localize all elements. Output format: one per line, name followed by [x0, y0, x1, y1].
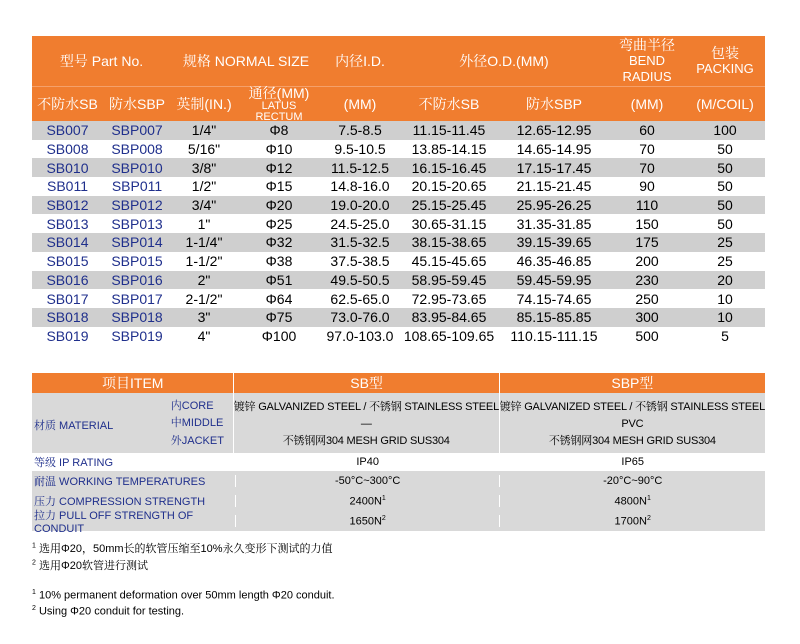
pull-sbp-value: 1700N: [614, 515, 647, 528]
cell-inch: 3/8": [191, 159, 217, 176]
cell-latus: Φ15: [265, 178, 293, 195]
header-bend-cn: 弯曲半径: [619, 37, 675, 53]
cell-bend: 70: [639, 141, 655, 158]
cell-bend: 70: [639, 159, 655, 176]
sb-middle: —: [360, 418, 372, 430]
header-inch: 英制(IN.): [176, 96, 232, 112]
table-row: [32, 271, 765, 290]
cell-od-sbp: 46.35-46.85: [516, 253, 592, 270]
cell-sb: SB007: [46, 122, 89, 139]
cell-od-sb: 38.15-38.65: [411, 234, 487, 251]
cell-sbp: SBP013: [111, 215, 163, 232]
cell-packing: 10: [717, 290, 733, 307]
compression-sb-value: 2400N: [349, 495, 382, 508]
cell-latus: Φ8: [269, 122, 289, 139]
pull-sbp: [499, 515, 765, 528]
cell-packing: 25: [717, 253, 733, 270]
note-cn-1: [32, 540, 333, 556]
material-sbp: [499, 393, 765, 453]
note-cn-2-text: 选用Φ20软管进行测试: [35, 560, 148, 572]
cell-bend: 250: [635, 290, 659, 307]
sb-core: 镀锌 GALVANIZED STEEL / 不锈钢 STAINLESS STEEL: [233, 401, 499, 413]
material-label-cell: [32, 393, 233, 453]
cell-od-sb: 13.85-14.15: [411, 141, 487, 158]
sbp-jacket: 不锈钢网304 MESH GRID SUS304: [548, 435, 716, 447]
header-sbp: 防水SBP: [108, 96, 165, 112]
cell-packing: 25: [717, 234, 733, 251]
cell-inch: 1-1/4": [185, 234, 223, 251]
header-sb-type: SB型: [233, 373, 498, 393]
spec-header-row-2: [32, 86, 765, 121]
cell-latus: Φ25: [265, 215, 293, 232]
cell-sbp: SBP015: [111, 253, 163, 270]
cell-od-sbp: 14.65-14.95: [516, 141, 592, 158]
header-item: 项目ITEM: [102, 375, 164, 391]
cell-id: 7.5-8.5: [338, 122, 382, 139]
cell-packing: 10: [717, 309, 733, 326]
cell-sbp: SBP011: [111, 178, 163, 195]
spec-header-row-1: [32, 36, 765, 86]
note-cn-2-mark: 2: [32, 559, 36, 567]
cell-latus: Φ32: [265, 234, 293, 251]
note-en-1-mark: 1: [32, 589, 36, 596]
spec-body: [32, 121, 765, 345]
cell-od-sbp: 59.45-59.95: [516, 271, 592, 288]
cell-bend: 150: [635, 215, 659, 232]
cell-od-sb: 83.95-84.65: [411, 309, 487, 326]
cell-sb: SB018: [46, 309, 89, 326]
cell-inch: 3/4": [191, 197, 217, 214]
cell-latus: Φ100: [261, 327, 297, 344]
temp-sb: -50°C~300°C: [235, 475, 500, 487]
header-sb: 不防水SB: [37, 96, 98, 112]
cell-bend: 90: [639, 178, 655, 195]
cell-sb: SB013: [46, 215, 89, 232]
cell-id: 9.5-10.5: [334, 141, 386, 158]
cell-id: 49.5-50.5: [330, 271, 390, 288]
pull-sbp-footnote: 2: [646, 514, 651, 522]
material-middle-label: 中MIDDLE: [170, 417, 224, 429]
material-core-label: 内CORE: [170, 400, 214, 412]
cell-sbp: SBP017: [111, 290, 163, 307]
sbp-core: 镀锌 GALVANIZED STEEL / 不锈钢 STAINLESS STEEL: [499, 401, 765, 413]
cell-id: 24.5-25.0: [330, 215, 390, 232]
cell-bend: 500: [635, 327, 659, 344]
table-row: [32, 252, 765, 271]
cell-sb: SB019: [46, 327, 89, 344]
pull-label: 拉力 PULL OFF STRENGTH OF CONDUIT: [34, 510, 194, 535]
property-header: [32, 373, 765, 393]
cell-sbp: SBP018: [111, 309, 163, 326]
header-latus: [237, 85, 321, 123]
cell-packing: 20: [717, 271, 733, 288]
header-packing-en: PACKING: [696, 61, 754, 76]
header-normal-size: 规格 NORMAL SIZE: [182, 53, 310, 69]
table-row: [32, 196, 765, 215]
sb-jacket: 不锈钢网304 MESH GRID SUS304: [282, 435, 450, 447]
material-row: [32, 393, 765, 453]
cell-sb: SB012: [46, 197, 89, 214]
table-row: [32, 327, 765, 346]
header-id: 内径I.D.: [335, 53, 385, 69]
cell-id: 11.5-12.5: [330, 159, 390, 176]
cell-od-sb: 58.95-59.45: [411, 271, 487, 288]
header-latus-en: LATUS RECTUM: [255, 100, 303, 123]
sbp-middle: PVC: [621, 418, 644, 430]
cell-packing: 50: [717, 141, 733, 158]
cell-sbp: SBP010: [111, 159, 163, 176]
cell-packing: 50: [717, 159, 733, 176]
header-bend-mm: (MM): [630, 96, 664, 112]
cell-id: 97.0-103.0: [326, 327, 394, 344]
cell-inch: 4": [197, 327, 211, 344]
cell-latus: Φ12: [265, 159, 293, 176]
cell-od-sb: 11.15-11.45: [412, 122, 486, 139]
note-en-2: [32, 605, 184, 618]
spec-table: [32, 36, 765, 345]
cell-inch: 3": [197, 309, 211, 326]
pull-row: [32, 510, 765, 535]
compression-sb: [235, 495, 500, 508]
cell-bend: 110: [635, 197, 659, 214]
cell-bend: 175: [635, 234, 659, 251]
cell-inch: 1-1/2": [185, 253, 223, 270]
ip-sbp: IP65: [499, 456, 765, 468]
cell-sbp: SBP007: [111, 122, 163, 139]
header-bend-radius: [609, 37, 685, 85]
cell-od-sb: 25.15-25.45: [411, 197, 487, 214]
compression-sbp: [499, 495, 765, 508]
cell-inch: 1/4": [191, 122, 217, 139]
cell-sb: SB011: [47, 178, 88, 195]
cell-id: 73.0-76.0: [330, 309, 390, 326]
material-sb: [233, 393, 499, 453]
cell-od-sbp: 39.15-39.65: [516, 234, 592, 251]
header-bend-en: BEND RADIUS: [622, 53, 672, 84]
cell-od-sbp: 21.15-21.45: [516, 178, 592, 195]
cell-inch: 1": [197, 215, 211, 232]
cell-bend: 230: [635, 271, 659, 288]
note-en-1: [32, 589, 335, 602]
property-table: [32, 373, 765, 535]
cell-sbp: SBP012: [111, 197, 163, 214]
cell-od-sbp: 110.15-111.15: [510, 327, 598, 344]
pull-sb: [235, 515, 500, 528]
cell-sbp: SBP016: [111, 271, 163, 288]
cell-sbp: SBP008: [111, 141, 163, 158]
cell-sbp: SBP014: [111, 234, 163, 251]
compression-sbp-footnote: 1: [646, 494, 651, 502]
note-en-1-text: 10% permanent deformation over 50mm length Φ20 conduit.: [35, 589, 335, 602]
table-row: [32, 177, 765, 196]
table-row: [32, 308, 765, 327]
cell-latus: Φ75: [265, 309, 293, 326]
cell-od-sb: 16.15-16.45: [411, 159, 487, 176]
cell-od-sbp: 12.65-12.95: [516, 122, 592, 139]
material-jacket-label: 外JACKET: [170, 435, 224, 447]
pull-sb-value: 1650N: [349, 515, 382, 528]
header-od-sb: 不防水SB: [418, 96, 480, 112]
cell-sb: SB016: [46, 271, 89, 288]
note-cn-2: [32, 557, 148, 573]
cell-packing: 5: [721, 327, 729, 344]
cell-sb: SB017: [46, 290, 89, 307]
cell-od-sbp: 74.15-74.65: [516, 290, 592, 307]
compression-sbp-value: 4800N: [614, 495, 647, 508]
cell-packing: 50: [717, 178, 733, 195]
header-sbp-type: SBP型: [499, 373, 765, 393]
cell-packing: 100: [713, 122, 737, 139]
table-row: [32, 140, 765, 159]
note-en-2-text: Using Φ20 conduit for testing.: [35, 605, 185, 618]
temp-row: [32, 471, 765, 491]
compression-label: 压力 COMPRESSION STRENGTH: [34, 496, 206, 508]
cell-sb: SB015: [46, 253, 89, 270]
table-row: [32, 121, 765, 140]
temp-label: 耐温 WORKING TEMPERATURES: [34, 476, 206, 488]
table-row: [32, 158, 765, 177]
cell-latus: Φ64: [265, 290, 293, 307]
pull-sb-footnote: 2: [381, 514, 386, 522]
cell-sb: SB010: [46, 159, 89, 176]
cell-sb: SB008: [46, 141, 89, 158]
cell-sbp: SBP019: [111, 327, 163, 344]
table-row: [32, 233, 765, 252]
cell-latus: Φ20: [265, 197, 293, 214]
note-en-2-mark: 2: [32, 605, 36, 612]
header-latus-cn: 通径(MM): [248, 85, 310, 101]
cell-od-sbp: 17.15-17.45: [516, 159, 592, 176]
cell-latus: Φ10: [265, 141, 293, 158]
table-row: [32, 214, 765, 233]
cell-od-sb: 45.15-45.65: [411, 253, 487, 270]
cell-id: 37.5-38.5: [330, 253, 390, 270]
cell-packing: 50: [717, 215, 733, 232]
cell-inch: 2": [197, 271, 211, 288]
cell-od-sbp: 25.95-26.25: [516, 197, 592, 214]
cell-packing: 50: [717, 197, 733, 214]
header-packing-unit: (M/COIL): [696, 96, 754, 112]
cell-id: 14.8-16.0: [330, 178, 390, 195]
cell-id: 31.5-32.5: [330, 234, 390, 251]
table-row: [32, 289, 765, 308]
header-od-sbp: 防水SBP: [525, 96, 582, 112]
cell-latus: Φ38: [265, 253, 293, 270]
cell-sb: SB014: [46, 234, 89, 251]
ip-label: 等级 IP RATING: [34, 457, 114, 469]
cell-inch: 5/16": [187, 141, 221, 158]
header-packing-cn: 包装: [711, 45, 739, 61]
cell-inch: 2-1/2": [185, 290, 223, 307]
header-part-no: 型号 Part No.: [59, 53, 144, 69]
cell-od-sbp: 31.35-31.85: [516, 215, 592, 232]
note-cn-1-text: 选用Φ20，50mm长的软管压缩至10%永久变形下测试的力值: [35, 543, 333, 555]
ip-sb: IP40: [235, 456, 500, 468]
ip-row: [32, 453, 765, 471]
header-id-mm: (MM): [343, 96, 377, 112]
cell-inch: 1/2": [191, 178, 217, 195]
cell-od-sb: 72.95-73.65: [411, 290, 487, 307]
cell-od-sb: 20.15-20.65: [411, 178, 487, 195]
note-cn-1-mark: 1: [32, 542, 36, 550]
cell-id: 62.5-65.0: [330, 290, 390, 307]
cell-od-sb: 30.65-31.15: [411, 215, 487, 232]
cell-od-sbp: 85.15-85.85: [516, 309, 592, 326]
cell-latus: Φ51: [265, 271, 293, 288]
material-label: 材质 MATERIAL: [34, 420, 114, 432]
compression-sb-footnote: 1: [381, 494, 386, 502]
header-packing: [685, 45, 765, 77]
cell-id: 19.0-20.0: [330, 197, 390, 214]
cell-bend: 200: [635, 253, 659, 270]
cell-bend: 60: [639, 122, 655, 139]
cell-od-sb: 108.65-109.65: [403, 327, 495, 344]
temp-sbp: -20°C~90°C: [499, 475, 765, 487]
cell-bend: 300: [635, 309, 659, 326]
header-od: 外径O.D.(MM): [459, 53, 549, 69]
